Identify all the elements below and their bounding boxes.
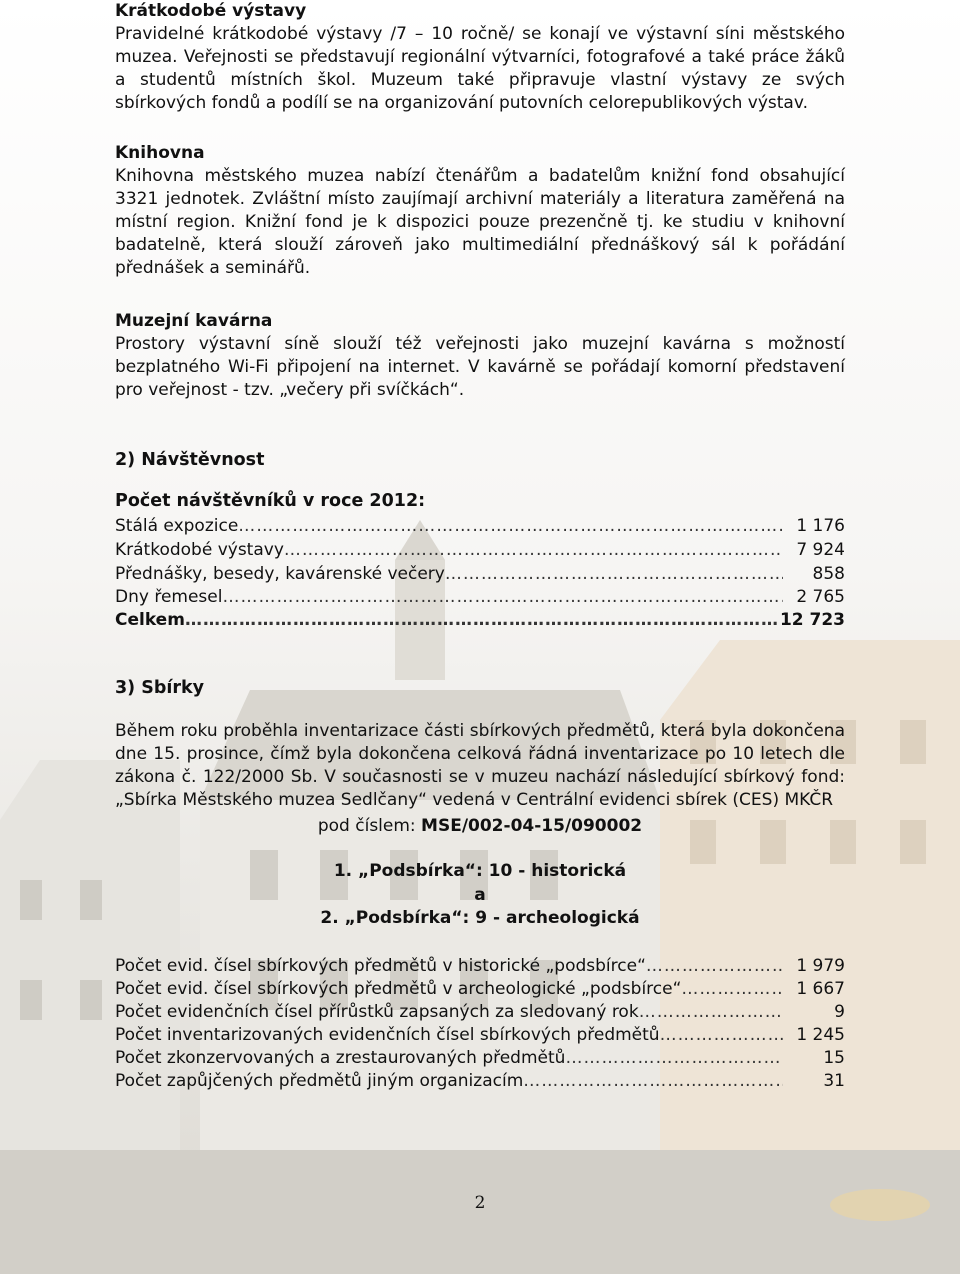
leader-dots	[639, 1001, 783, 1024]
collection-row	[115, 1070, 845, 1093]
row-label: Dny řemesel	[115, 587, 223, 607]
row-label: Krátkodobé výstavy	[115, 540, 284, 560]
leader-dots	[660, 1024, 783, 1047]
row-value: 9	[834, 1002, 845, 1022]
section-heading: Knihovna	[115, 143, 205, 163]
collection-row	[115, 1024, 845, 1047]
navstevnost-title: 2) Návštěvnost	[115, 450, 265, 470]
visitor-row	[115, 563, 845, 586]
visitor-row	[115, 586, 845, 609]
leader-dots	[185, 609, 780, 632]
row-value: 1 979	[796, 956, 845, 976]
row-value: 1 245	[796, 1025, 845, 1045]
row-value: 858	[812, 564, 845, 584]
section-kratkodobe-vystavy	[115, 0, 845, 115]
visitor-row	[115, 539, 845, 562]
visitor-total-row	[115, 609, 845, 632]
section-heading: Muzejní kavárna	[115, 311, 273, 331]
row-value: 12 723	[779, 610, 845, 630]
row-label: Počet zapůjčených předmětů jiným organizacím	[115, 1071, 524, 1091]
row-label: Počet evid. čísel sbírkových předmětů v historické „podsbírce“	[115, 956, 646, 976]
podsbirka-2: 2. „Podsbírka“: 9 - archeologická	[320, 908, 640, 928]
leader-dots	[445, 563, 783, 586]
section-muzejni-kavarna	[115, 310, 845, 402]
leader-dots	[565, 1047, 783, 1070]
leader-dots	[523, 1070, 783, 1093]
leader-dots	[284, 539, 783, 562]
row-label: Počet inventarizovaných evidenčních čísel sbírkových předmětů	[115, 1025, 660, 1045]
row-label: Počet evidenčních čísel přírůstků zapsaných za sledovaný rok	[115, 1002, 639, 1022]
section-text: Prostory výstavní síně slouží též veřejnosti jako muzejní kavárna s možností bezplatného Wi-Fi připojení na internet. V kavárně se pořádají komorní představení pro veřejnost - tzv. „večery při svíčkách“.	[115, 334, 845, 400]
podsbirka-1: 1. „Podsbírka“: 10 - historická	[333, 861, 627, 881]
leader-dots	[238, 515, 783, 538]
row-value: 1 667	[796, 979, 845, 999]
row-value: 31	[823, 1071, 845, 1091]
page-number: 2	[474, 1193, 486, 1213]
leader-dots	[646, 955, 783, 978]
row-value: 2 765	[796, 587, 845, 607]
row-value: 15	[823, 1048, 845, 1068]
collection-row	[115, 978, 845, 1001]
sbirky-title: 3) Sbírky	[115, 678, 205, 698]
row-label: Počet zkonzervovaných a zrestaurovaných předmětů	[115, 1048, 566, 1068]
leader-dots	[681, 978, 783, 1001]
collection-number: MSE/002-04-15/090002	[421, 816, 643, 836]
section-text: Knihovna městského muzea nabízí čtenářům a badatelům knižní fond obsahující 3321 jednotek. Zvláštní místo zaujímají archivní materiály a literatura zaměřená na místní region. Knižní fond je k dispozici pouze prezenčně tj. ke studiu v knihovní badatelně, která slouží zároveň jako multimediální přednáškový sál k pořádání přednášek a seminářů.	[115, 166, 845, 278]
collection-number-line	[115, 815, 845, 838]
row-label: Celkem	[115, 610, 185, 630]
row-label: Přednášky, besedy, kavárenské večery	[115, 564, 445, 584]
collection-row	[115, 1001, 845, 1024]
row-label: Stálá expozice	[115, 516, 239, 536]
row-value: 7 924	[796, 540, 845, 560]
leader-dots	[222, 586, 783, 609]
sbirky-text: Během roku proběhla inventarizace části sbírkových předmětů, která byla dokončena dne 15. prosince, čímž byla dokončena celková řádná inventarizace po 10 letech dle zákona č. 122/2000 Sb. V současnosti se v muzeu nachází následující sbírkový fond: „Sbírka Městského muzea Sedlčany“ vedená v Centrální evidenci sbírek (CES) MKČR	[115, 721, 845, 810]
row-value: 1 176	[796, 516, 845, 536]
podsbirka-conjunction: a	[474, 885, 486, 905]
section-knihovna	[115, 142, 845, 280]
collection-row	[115, 1047, 845, 1070]
visitor-row	[115, 515, 845, 538]
collection-row	[115, 955, 845, 978]
navstevnost-subtitle: Počet návštěvníků v roce 2012:	[115, 491, 426, 511]
section-text: Pravidelné krátkodobé výstavy /7 – 10 ročně/ se konají ve výstavní síni městského muzea. Veřejnosti se představují regionální výtvarníci, fotografové a také práce žáků a studentů místních škol. Muzeum také připravuje vlastní výstavy ze svých sbírkových fondů a podílí se na organizování putovních celorepublikových výstav.	[115, 24, 845, 113]
section-heading: Krátkodobé výstavy	[115, 1, 307, 21]
collection-number-prefix: pod číslem:	[317, 816, 422, 836]
row-label: Počet evid. čísel sbírkových předmětů v archeologické „podsbírce“	[115, 979, 682, 999]
